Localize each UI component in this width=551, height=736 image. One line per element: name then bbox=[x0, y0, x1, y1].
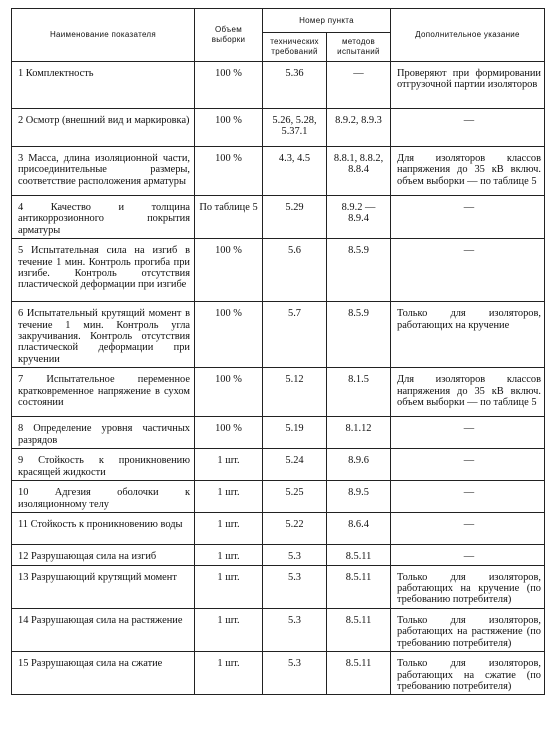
cell-method-clause: 8.8.1, 8.8.2, 8.8.4 bbox=[327, 147, 391, 196]
table-body bbox=[12, 62, 545, 695]
table-row bbox=[12, 565, 545, 608]
cell-note: Для изоляторов классов напряжения до 35 кВ включ. объем выборки — по таблице 5 bbox=[391, 147, 545, 196]
table-row bbox=[12, 239, 545, 302]
cell-tech-clause: 5.3 bbox=[263, 545, 327, 565]
table-row bbox=[12, 62, 545, 109]
header-methods: методов испытаний bbox=[327, 33, 391, 62]
cell-note: — bbox=[391, 417, 545, 449]
cell-sample: 100 % bbox=[195, 368, 263, 417]
table-row bbox=[12, 417, 545, 449]
cell-tech-clause: 5.7 bbox=[263, 302, 327, 368]
header-sample: Объем выборки bbox=[195, 9, 263, 62]
cell-sample: 100 % bbox=[195, 62, 263, 109]
table-row bbox=[12, 481, 545, 513]
cell-name: 13 Разрушающий крутящий момент bbox=[12, 565, 195, 608]
cell-tech-clause: 5.12 bbox=[263, 368, 327, 417]
cell-method-clause: 8.5.11 bbox=[327, 608, 391, 651]
cell-name: 6 Испытательный крутящий момент в течение 1 мин. Контроль угла закручивания. Контроль отсутствия пластической деформации при кручении bbox=[12, 302, 195, 368]
cell-tech-clause: 5.3 bbox=[263, 608, 327, 651]
cell-name: 11 Стойкость к проникновению воды bbox=[12, 513, 195, 545]
cell-sample: 100 % bbox=[195, 109, 263, 147]
cell-method-clause: 8.9.6 bbox=[327, 449, 391, 481]
cell-name: 9 Стойкость к проникновению красящей жидкости bbox=[12, 449, 195, 481]
cell-note: Для изоляторов классов напряжения до 35 кВ включ. объем выборки — по таблице 5 bbox=[391, 368, 545, 417]
cell-tech-clause: 5.22 bbox=[263, 513, 327, 545]
cell-name: 4 Качество и толщина антикоррозионного покрытия арматуры bbox=[12, 196, 195, 239]
test-table bbox=[11, 8, 545, 695]
table-row bbox=[12, 109, 545, 147]
cell-sample: 100 % bbox=[195, 417, 263, 449]
cell-sample: 1 шт. bbox=[195, 652, 263, 695]
cell-sample: 1 шт. bbox=[195, 545, 263, 565]
table-row bbox=[12, 449, 545, 481]
cell-method-clause: 8.5.9 bbox=[327, 239, 391, 302]
table-row bbox=[12, 147, 545, 196]
cell-method-clause: 8.5.11 bbox=[327, 545, 391, 565]
cell-method-clause: 8.5.11 bbox=[327, 652, 391, 695]
cell-sample: 1 шт. bbox=[195, 565, 263, 608]
cell-sample: 1 шт. bbox=[195, 513, 263, 545]
cell-name: 12 Разрушающая сила на изгиб bbox=[12, 545, 195, 565]
cell-tech-clause: 5.29 bbox=[263, 196, 327, 239]
cell-sample: 100 % bbox=[195, 239, 263, 302]
cell-method-clause: 8.9.2 — 8.9.4 bbox=[327, 196, 391, 239]
cell-tech-clause: 5.19 bbox=[263, 417, 327, 449]
cell-tech-clause: 4.3, 4.5 bbox=[263, 147, 327, 196]
cell-note: — bbox=[391, 513, 545, 545]
cell-sample: 100 % bbox=[195, 147, 263, 196]
cell-name: 7 Испытательное переменное кратковременное напряжение в сухом состоянии bbox=[12, 368, 195, 417]
cell-name: 15 Разрушающая сила на сжатие bbox=[12, 652, 195, 695]
cell-method-clause: 8.1.5 bbox=[327, 368, 391, 417]
cell-note: Только для изоляторов, работающих на кручение (по требованию потребителя) bbox=[391, 565, 545, 608]
cell-name: 8 Определение уровня частичных разрядов bbox=[12, 417, 195, 449]
cell-method-clause: 8.9.2, 8.9.3 bbox=[327, 109, 391, 147]
cell-name: 14 Разрушающая сила на растяжение bbox=[12, 608, 195, 651]
cell-note: — bbox=[391, 481, 545, 513]
cell-method-clause: — bbox=[327, 62, 391, 109]
cell-tech-clause: 5.25 bbox=[263, 481, 327, 513]
table-row bbox=[12, 513, 545, 545]
cell-method-clause: 8.1.12 bbox=[327, 417, 391, 449]
cell-sample: 100 % bbox=[195, 302, 263, 368]
cell-note: — bbox=[391, 545, 545, 565]
header-tech: технических требований bbox=[263, 33, 327, 62]
cell-tech-clause: 5.26, 5.28, 5.37.1 bbox=[263, 109, 327, 147]
table-row bbox=[12, 545, 545, 565]
cell-note: — bbox=[391, 196, 545, 239]
cell-method-clause: 8.9.5 bbox=[327, 481, 391, 513]
cell-name: 10 Адгезия оболочки к изоляционному телу bbox=[12, 481, 195, 513]
cell-note: — bbox=[391, 239, 545, 302]
cell-note: — bbox=[391, 449, 545, 481]
cell-sample: По таблице 5 bbox=[195, 196, 263, 239]
cell-sample: 1 шт. bbox=[195, 608, 263, 651]
header-note: Дополнительное указание bbox=[391, 9, 545, 62]
cell-note: Только для изоляторов, работающих на растяжение (по требованию потребителя) bbox=[391, 608, 545, 651]
cell-name: 1 Комплектность bbox=[12, 62, 195, 109]
cell-name: 2 Осмотр (внешний вид и маркировка) bbox=[12, 109, 195, 147]
table-row bbox=[12, 302, 545, 368]
cell-tech-clause: 5.24 bbox=[263, 449, 327, 481]
cell-sample: 1 шт. bbox=[195, 481, 263, 513]
cell-name: 5 Испытательная сила на изгиб в течение 1 мин. Контроль прогиба при изгибе. Контроль отсутствия пластической деформации при изгибе bbox=[12, 239, 195, 302]
cell-name: 3 Масса, длина изоляционной части, присоединительные размеры, соответствие расположения арматуры bbox=[12, 147, 195, 196]
table-row bbox=[12, 196, 545, 239]
cell-note: Проверяют при формировании отгрузочной партии изоляторов bbox=[391, 62, 545, 109]
test-table-container bbox=[11, 8, 544, 695]
cell-method-clause: 8.5.9 bbox=[327, 302, 391, 368]
header-clause-group: Номер пункта bbox=[263, 9, 391, 33]
cell-method-clause: 8.6.4 bbox=[327, 513, 391, 545]
cell-note: Только для изоляторов, работающих на кручение bbox=[391, 302, 545, 368]
cell-note: — bbox=[391, 109, 545, 147]
table-row bbox=[12, 652, 545, 695]
table-header bbox=[12, 9, 545, 62]
cell-tech-clause: 5.6 bbox=[263, 239, 327, 302]
cell-sample: 1 шт. bbox=[195, 449, 263, 481]
cell-note: Только для изоляторов, работающих на сжатие (по требованию потребителя) bbox=[391, 652, 545, 695]
cell-tech-clause: 5.3 bbox=[263, 565, 327, 608]
cell-method-clause: 8.5.11 bbox=[327, 565, 391, 608]
table-row bbox=[12, 368, 545, 417]
cell-tech-clause: 5.36 bbox=[263, 62, 327, 109]
cell-tech-clause: 5.3 bbox=[263, 652, 327, 695]
table-row bbox=[12, 608, 545, 651]
header-name: Наименование показателя bbox=[12, 9, 195, 62]
